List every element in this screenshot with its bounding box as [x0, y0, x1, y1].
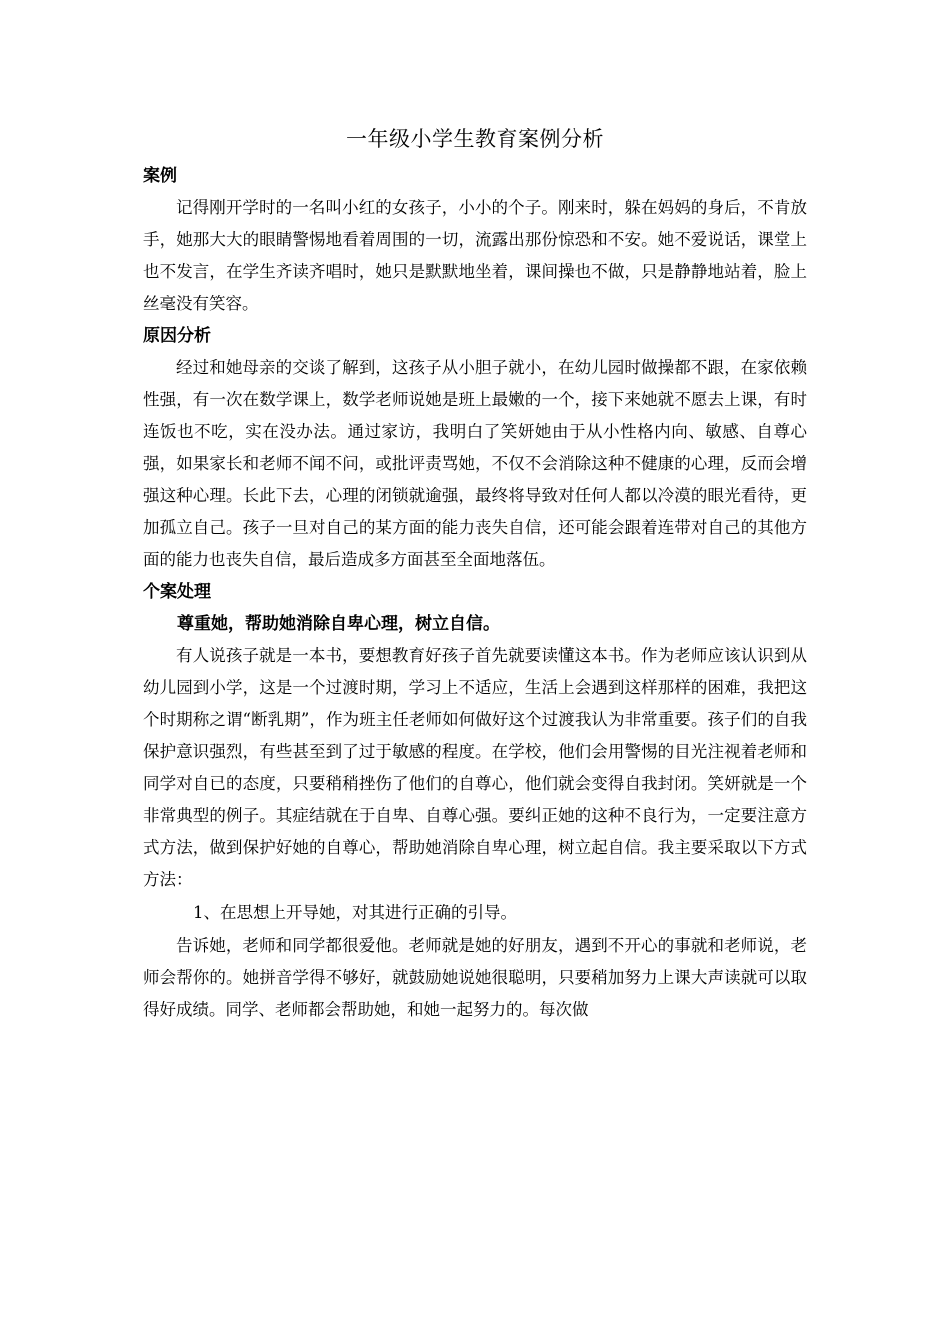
cause-analysis-paragraph: 经过和她母亲的交谈了解到，这孩子从小胆子就小，在幼儿园时做操都不跟，在家依赖性强，有一次在数学课上，数学老师说她是班上最嫩的一个，接下来她就不愿去上课，有时连饭也不吃，实在没办法。通过家访，我明白了笑妍她由于从小性格内向、敏感、自尊心强，如果家长和老师不闻不问，或批评责骂她，不仅不会消除这种不健康的心理，反而会增强这种心理。长此下去，心理的闭锁就逾强，最终将导致对任何人都以冷漠的眼光看待，更加孤立自己。孩子一旦对自己的某方面的能力丧失自信，还可能会跟着连带对自己的其他方面的能力也丧失自信，最后造成多方面甚至全面地落伍。	[143, 358, 807, 569]
method-list-item-1: 1、在思想上开导她，对其进行正确的引导。	[193, 903, 517, 922]
case-handling-paragraph: 有人说孩子就是一本书，要想教育好孩子首先就要读懂这本书。作为老师应该认识到从幼儿园到小学，这是一个过渡时期，学习上不适应，生活上会遇到这样那样的困难，我把这个时期称之谓“断乳期”，作为班主任老师如何做好这个过渡我认为非常重要。孩子们的自我保护意识强烈，有些甚至到了过于敏感的程度。在学校，他们会用警惕的目光注视着老师和同学对自已的态度，只要稍稍挫伤了他们的自尊心，他们就会变得自我封闭。笑妍就是一个非常典型的例子。其症结就在于自卑、自尊心强。要纠正她的这种不良行为，一定要注意方式方法，做到保护好她的自尊心，帮助她消除自卑心理，树立起自信。我主要采取以下方式方法：	[143, 646, 807, 889]
case-paragraph: 记得刚开学时的一名叫小红的女孩子，小小的个子。刚来时，躲在妈妈的身后，不肯放手，她那大大的眼睛警惕地看着周围的一切，流露出那份惊恐和不安。她不爱说话，课堂上也不发言，在学生齐读齐唱时，她只是默默地坐着，课间操也不做，只是静静地站着，脸上丝毫没有笑容。	[143, 198, 807, 313]
document-title: 一年级小学生教育案例分析	[346, 127, 604, 151]
section-heading-case: 案例	[143, 166, 177, 186]
section-heading-case-handling: 个案处理	[143, 582, 211, 602]
method-1-paragraph: 告诉她，老师和同学都很爱他。老师就是她的好朋友，遇到不开心的事就和老师说，老师会帮你的。她拼音学得不够好，就鼓励她说她很聪明，只要稍加努力上课大声读就可以取得好成绩。同学、老师都会帮助她，和她一起努力的。每次做	[143, 936, 807, 1019]
document-page	[143, 118, 807, 1026]
section-heading-cause-analysis: 原因分析	[143, 326, 211, 346]
case-handling-subheading: 尊重她，帮助她消除自卑心理，树立自信。	[177, 614, 500, 634]
